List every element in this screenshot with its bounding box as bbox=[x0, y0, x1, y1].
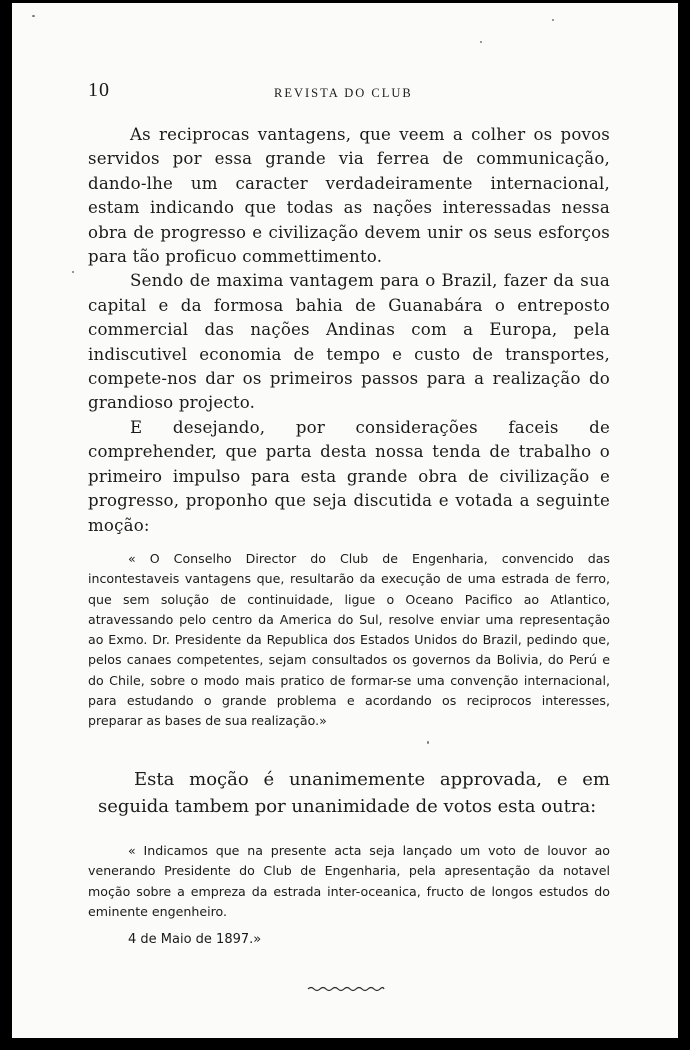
page-number: 10 bbox=[88, 79, 110, 101]
page-header bbox=[88, 79, 610, 105]
running-head: REVISTA DO CLUB bbox=[274, 86, 413, 100]
scan-speck bbox=[552, 19, 554, 21]
motion-text: « O Conselho Director do Club de Engenharia, convencido das incontestaveis vantagens que, resultarão da execução de uma estrada de ferro, que sem solução de continuidade, ligue o Oceano Pacifico ao Atlantico, atravessando pelo centro da America do Sul, resolve enviar uma representação ao Exmo. Dr. Presidente da Republica dos Estados Unidos do Brazil, pedindo que, pelos canaes competentes, sejam consultados os governos da Bolivia, do Perú e do Chile, sobre o modo mais pratico de formar-se uma convenção internacional, para estudando o grande problema e acordando os reciprocos interesses, preparar as bases de sua realização.» bbox=[88, 551, 610, 729]
scan-speck bbox=[32, 15, 35, 17]
date-line: 4 de Maio de 1897.» bbox=[128, 932, 262, 947]
paragraph: Sendo de maxima vantagem para o Brazil, fazer da sua capital e da formosa bahia de Guanabára o entreposto commercial das nações Andinas com a Europa, pela indiscutivel economia de tempo e custo de transportes, compete-nos dar os primeiros passos para a realização do grandioso projecto. bbox=[88, 271, 610, 413]
paragraph: As reciprocas vantagens, que veem a colher os povos servidos por essa grande via ferrea de communicação, dando-lhe um caracter verdadeiramente internacional, estam indicando que todas as nações interessadas nessa obra de progresso e civilização devem unir os seus esforços para tão proficuo commettimento. bbox=[88, 125, 610, 267]
second-motion-quote bbox=[88, 841, 610, 922]
second-motion-text: « Indicamos que na presente acta seja lançado um voto de louvor ao venerando Presidente do Club de Engenharia, pela apresentação da notavel moção sobre a empreza da estrada inter-oceanica, fructo de longos estudos do eminente engenheiro. bbox=[88, 843, 610, 919]
body-text bbox=[88, 123, 610, 538]
page bbox=[12, 3, 678, 1038]
motion-quote bbox=[88, 549, 610, 732]
scan-speck bbox=[72, 271, 74, 273]
result-text: Esta moção é unanimemente approvada, e em seguida tambem por unanimidade de votos esta outra: bbox=[98, 769, 610, 817]
result-statement bbox=[98, 766, 610, 820]
ornament-divider bbox=[307, 985, 385, 993]
scan-speck bbox=[480, 41, 482, 43]
paragraph: E desejando, por considerações faceis de comprehender, que parta desta nossa tenda de trabalho o primeiro impulso para esta grande obra de civilização e progresso, proponho que seja discutida e votada a seguinte moção: bbox=[88, 417, 610, 535]
scan-speck bbox=[427, 741, 429, 744]
